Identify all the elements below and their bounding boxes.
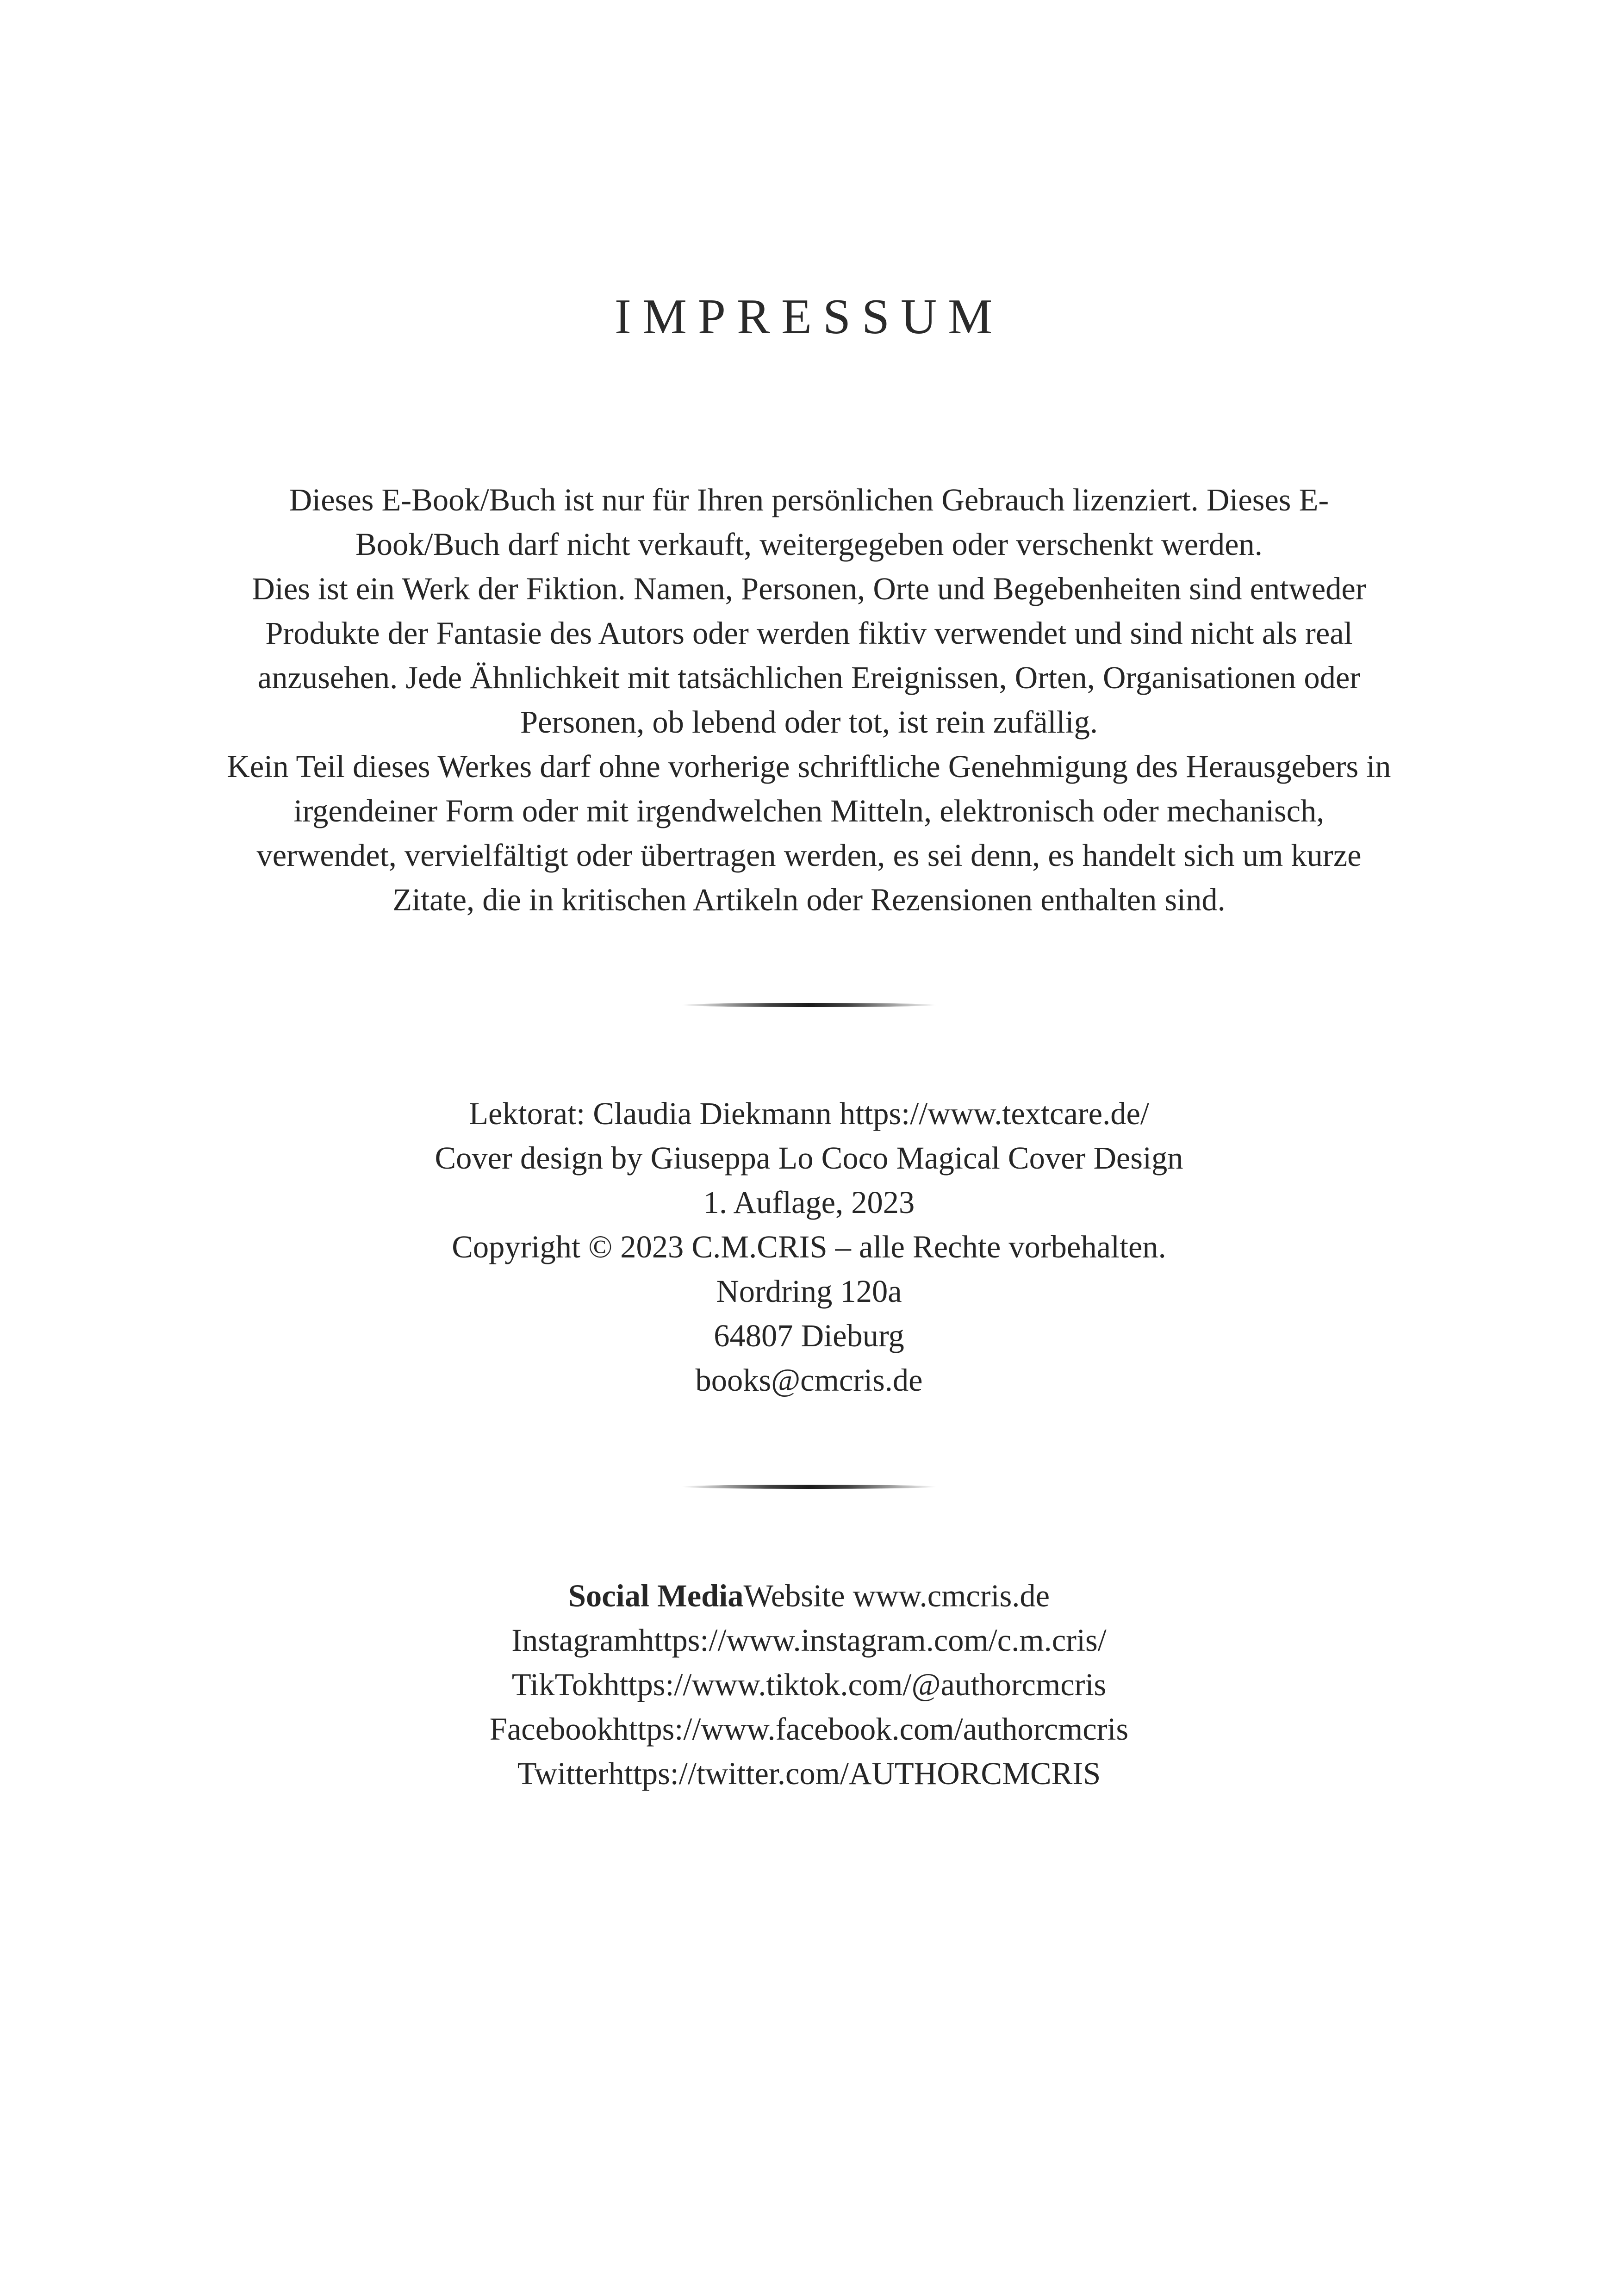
social-media-section: [139, 1574, 1479, 1796]
contact-email: books@cmcris.de: [695, 1363, 923, 1398]
legal-line: Dieses E-Book/Buch ist nur für Ihren persönlichen Gebrauch lizenziert. Dieses E-: [289, 482, 1329, 517]
social-heading-line: [139, 1574, 1479, 1618]
city-address: 64807 Dieburg: [714, 1318, 904, 1353]
social-heading: Social Media: [568, 1578, 744, 1613]
legal-line: Book/Buch darf nicht verkauft, weitergegeben oder verschenkt werden.: [355, 527, 1263, 562]
section-divider: [681, 1003, 937, 1007]
page-title: IMPRESSUM: [614, 289, 1004, 344]
facebook-link: Facebookhttps://www.facebook.com/authorcmcris: [489, 1711, 1129, 1747]
website-link: Website www.cmcris.de: [743, 1578, 1050, 1613]
edition-line: 1. Auflage, 2023: [703, 1185, 915, 1220]
legal-line: Dies ist ein Werk der Fiktion. Namen, Personen, Orte und Begebenheiten sind entweder: [252, 571, 1366, 606]
copyright-line: Copyright © 2023 C.M.CRIS – alle Rechte vorbehalten.: [452, 1229, 1166, 1264]
editor-line: Lektorat: Claudia Diekmann https://www.textcare.de/: [469, 1096, 1149, 1131]
twitter-link: Twitterhttps://twitter.com/AUTHORCMCRIS: [517, 1756, 1101, 1791]
legal-line: verwendet, vervielfältigt oder übertragen werden, es sei denn, es handelt sich um kurze: [256, 838, 1362, 873]
legal-line: Produkte der Fantasie des Autors oder werden fiktiv verwendet und sind nicht als real: [265, 616, 1353, 651]
legal-line: anzusehen. Jede Ähnlichkeit mit tatsächlichen Ereignissen, Orten, Organisationen oder: [257, 660, 1361, 695]
tiktok-link: TikTokhttps://www.tiktok.com/@authorcmcris: [511, 1667, 1107, 1702]
legal-line: Personen, ob lebend oder tot, ist rein zufällig.: [520, 704, 1098, 740]
cover-design-line: Cover design by Giuseppa Lo Coco Magical Cover Design: [435, 1140, 1183, 1176]
legal-line: Zitate, die in kritischen Artikeln oder Rezensionen enthalten sind.: [392, 882, 1226, 917]
legal-line: irgendeiner Form oder mit irgendwelchen Mitteln, elektronisch oder mechanisch,: [293, 793, 1325, 828]
instagram-link: Instagramhttps://www.instagram.com/c.m.cris/: [511, 1623, 1107, 1658]
legal-line: Kein Teil dieses Werkes darf ohne vorherige schriftliche Genehmigung des Herausgebers in: [227, 749, 1391, 784]
legal-notice: [139, 478, 1479, 922]
street-address: Nordring 120a: [716, 1274, 902, 1309]
section-divider: [681, 1485, 937, 1489]
credits-section: [139, 1091, 1479, 1402]
